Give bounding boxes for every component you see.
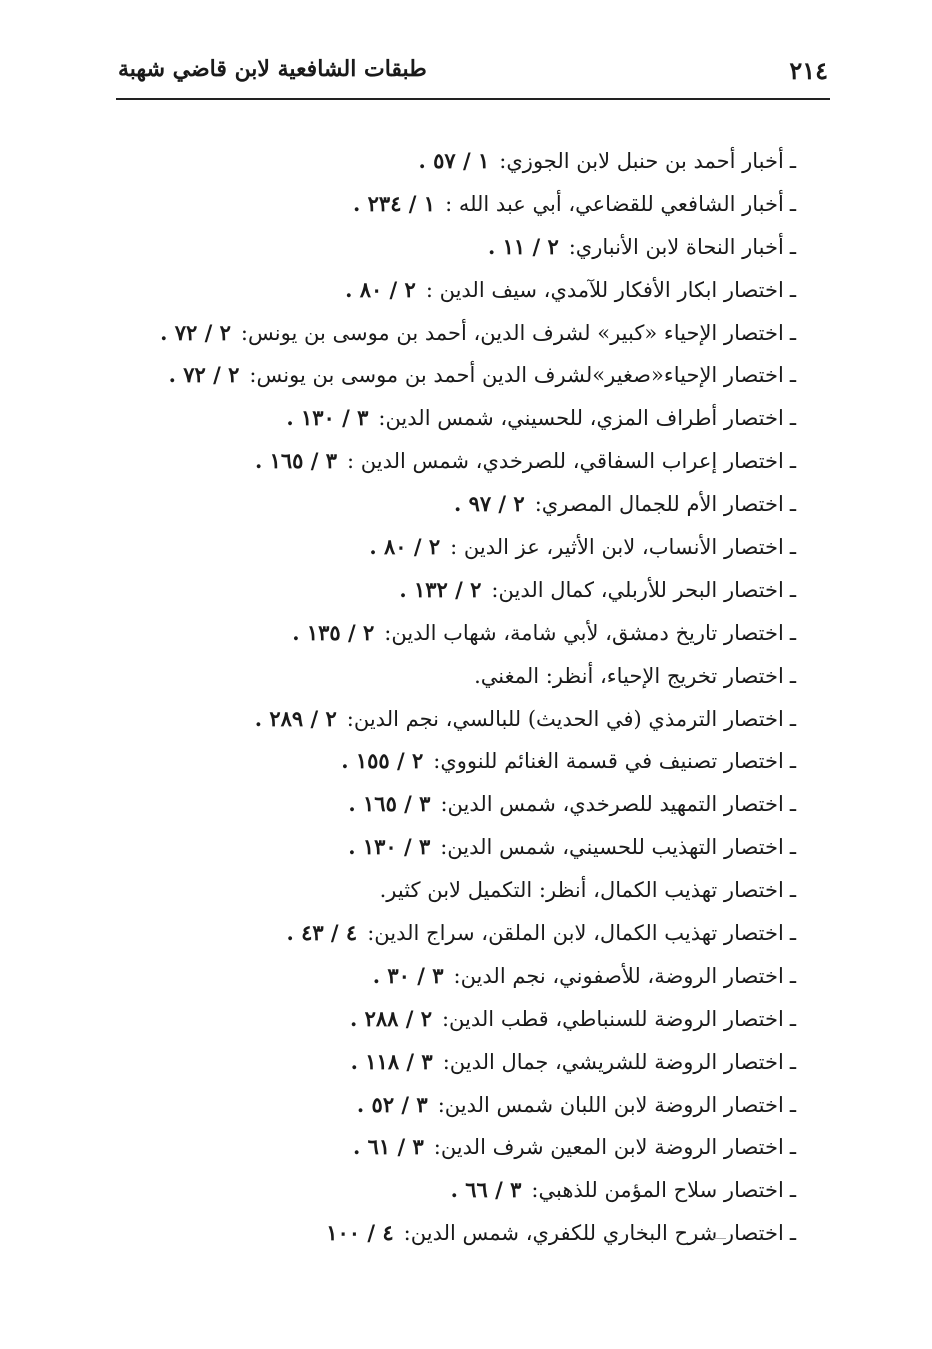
entry-text: اختصار تهذيب الكمال، أنظر: التكميل لابن كثير. xyxy=(379,878,784,903)
index-entry xyxy=(96,1126,796,1169)
index-entry xyxy=(96,312,796,355)
entry-text: اختصار شرح البخاري للكفري، شمس الدين: xyxy=(403,1221,784,1246)
entry-dash: ـ xyxy=(789,406,796,431)
entry-dash: ـ xyxy=(789,1178,796,1203)
index-entry xyxy=(96,226,796,269)
entry-dash: ـ xyxy=(789,149,796,173)
index-entry xyxy=(96,526,796,569)
entry-reference: ٢ / ٢٨٩ . xyxy=(254,705,337,731)
entry-reference: ٢ / ١١ . xyxy=(487,233,559,259)
index-entry xyxy=(96,998,796,1041)
index-entry xyxy=(96,1212,796,1255)
entry-text: اختصار التهذيب للحسيني، شمس الدين: xyxy=(440,835,784,860)
entry-dash: ـ xyxy=(789,492,796,517)
book-title: طبقات الشافعية لابن قاضي شهبة xyxy=(118,56,427,82)
entry-reference: ٢ / ١٣٢ . xyxy=(399,576,482,602)
page-header xyxy=(118,52,828,96)
index-entry xyxy=(96,955,796,998)
index-entry xyxy=(96,783,796,826)
entry-text: اختصار تخريج الإحياء، أنظر: المغني. xyxy=(474,663,784,688)
entry-reference: ٣ / ٣٠ . xyxy=(372,962,444,988)
entry-dash: ـ xyxy=(789,320,796,345)
entry-text: اختصار الروضة للشريشي، جمال الدين: xyxy=(442,1049,784,1074)
entry-reference: ٢ / ١٣٥ . xyxy=(292,619,375,645)
entry-dash: ـ xyxy=(789,1049,796,1074)
entry-dash: ـ xyxy=(789,706,796,731)
page-number: ٢١٤ xyxy=(789,56,828,85)
entry-text: أخبار أحمد بن حنبل لابن الجوزي: xyxy=(499,149,784,173)
entry-dash: ـ xyxy=(789,1221,796,1246)
entry-dash: ـ xyxy=(789,663,796,688)
index-entry xyxy=(96,612,796,655)
entry-text: اختصار الأنساب، لابن الأثير، عز الدين : xyxy=(450,535,784,560)
entry-text: اختصار الروضة لابن المعين شرف الدين: xyxy=(433,1135,784,1160)
entry-dash: ـ xyxy=(789,363,796,388)
entry-reference: ٢ / ٨٠ . xyxy=(345,276,416,302)
entry-dash: ـ xyxy=(789,234,796,259)
entry-text: اختصار الروضة لابن اللبان شمس الدين: xyxy=(437,1092,784,1117)
entry-text: اختصار تهذيب الكمال، لابن الملقن، سراج الدين: xyxy=(367,921,784,946)
entry-text: اختصار البحر للأربلي، كمال الدين: xyxy=(491,577,784,602)
entry-text: اختصار الإحياء «كبير» لشرف الدين، أحمد بن موسى بن يونس: xyxy=(240,320,784,345)
entry-text: اختصار تاريخ دمشق، لأبي شامة، شهاب الدين: xyxy=(384,620,784,645)
entry-reference: ٣ / ٦٦ . xyxy=(450,1177,522,1203)
entry-dash: ـ xyxy=(789,1092,796,1117)
index-entry xyxy=(96,140,796,183)
entry-text: أخبار النحاة لابن الأنباري: xyxy=(568,234,784,259)
header-divider xyxy=(116,98,830,100)
index-entry xyxy=(96,397,796,440)
entry-text: اختصار الترمذي (في الحديث) للبالسي، نجم الدين: xyxy=(346,706,784,731)
entry-text: اختصار الروضة للسنباطي، قطب الدين: xyxy=(441,1006,784,1031)
index-entry xyxy=(96,698,796,741)
entry-reference: ٣ / ١٦٥ . xyxy=(348,791,431,817)
entry-dash: ـ xyxy=(789,1006,796,1031)
index-entry xyxy=(96,569,796,612)
entry-dash: ـ xyxy=(789,792,796,817)
entry-text: اختصار الإحياء«صغير»لشرف الدين أحمد بن موسى بن يونس: xyxy=(249,363,784,388)
entry-dash: ـ xyxy=(789,535,796,560)
entry-reference: ٢ / ٧٢ . xyxy=(168,362,240,388)
index-entry xyxy=(96,1041,796,1084)
entry-reference: ٢ / ٢٨٨ . xyxy=(349,1005,432,1031)
entry-text: اختصار ابكار الأفكار للآمدي، سيف الدين : xyxy=(425,277,784,302)
entry-dash: ـ xyxy=(789,191,796,216)
entry-text: اختصار الروضة، للأصفوني، نجم الدين: xyxy=(453,963,784,988)
entry-reference: ١ / ٥٧ . xyxy=(418,148,490,173)
index-entry xyxy=(96,869,796,912)
entry-dash: ـ xyxy=(789,1135,796,1160)
entry-reference: ٤ / ١٠٠ xyxy=(326,1220,394,1246)
entry-reference: ٣ / ١١٨ . xyxy=(350,1048,433,1074)
entry-dash: ـ xyxy=(789,963,796,988)
entry-reference: ٢ / ١٥٥ . xyxy=(341,748,424,774)
index-entry xyxy=(96,912,796,955)
entry-text: أخبار الشافعي للقضاعي، أبي عبد الله : xyxy=(445,191,784,216)
entry-dash: ـ xyxy=(789,577,796,602)
entry-text: اختصار إعراب السفاقي، للصرخدي، شمس الدين : xyxy=(346,449,784,474)
index-entry xyxy=(96,740,796,783)
entry-text: اختصار تصنيف في قسمة الغنائم للنووي: xyxy=(433,749,784,774)
index-entry xyxy=(96,440,796,483)
entry-reference: ٤ / ٤٣ . xyxy=(286,920,358,946)
entry-reference: ٣ / ١٣٠ . xyxy=(286,405,369,431)
entry-dash: ـ xyxy=(789,620,796,645)
index-entries-list xyxy=(96,140,796,1255)
entry-dash: ـ xyxy=(789,835,796,860)
entry-dash: ـ xyxy=(789,277,796,302)
entry-reference: ٣ / ١٣٠ . xyxy=(348,834,431,860)
entry-dash: ـ xyxy=(789,749,796,774)
footer-mark xyxy=(712,1238,726,1239)
entry-dash: ـ xyxy=(789,878,796,903)
entry-reference: ٢ / ٨٠ . xyxy=(369,534,441,560)
entry-text: اختصار سلاح المؤمن للذهبي: xyxy=(531,1178,784,1203)
entry-dash: ـ xyxy=(789,449,796,474)
entry-reference: ٣ / ١٦٥ . xyxy=(254,448,337,474)
entry-reference: ٣ / ٦١ . xyxy=(352,1134,424,1160)
index-entry xyxy=(96,483,796,526)
entry-reference: ٢ / ٩٧ . xyxy=(453,491,525,517)
index-entry xyxy=(96,183,796,226)
entry-dash: ـ xyxy=(789,921,796,946)
entry-text: اختصار أطراف المزي، للحسيني، شمس الدين: xyxy=(378,406,784,431)
entry-reference: ١ / ٢٣٤ . xyxy=(353,190,436,216)
index-entry xyxy=(96,354,796,397)
entry-text: اختصار التمهيد للصرخدي، شمس الدين: xyxy=(440,792,784,817)
index-entry xyxy=(96,1169,796,1212)
entry-reference: ٢ / ٧٢ . xyxy=(160,319,231,345)
index-entry xyxy=(96,826,796,869)
entry-reference: ٣ / ٥٢ . xyxy=(356,1091,428,1117)
index-entry xyxy=(96,269,796,312)
index-entry xyxy=(96,655,796,698)
index-entry xyxy=(96,1084,796,1127)
entry-text: اختصار الأم للجمال المصري: xyxy=(534,492,784,517)
